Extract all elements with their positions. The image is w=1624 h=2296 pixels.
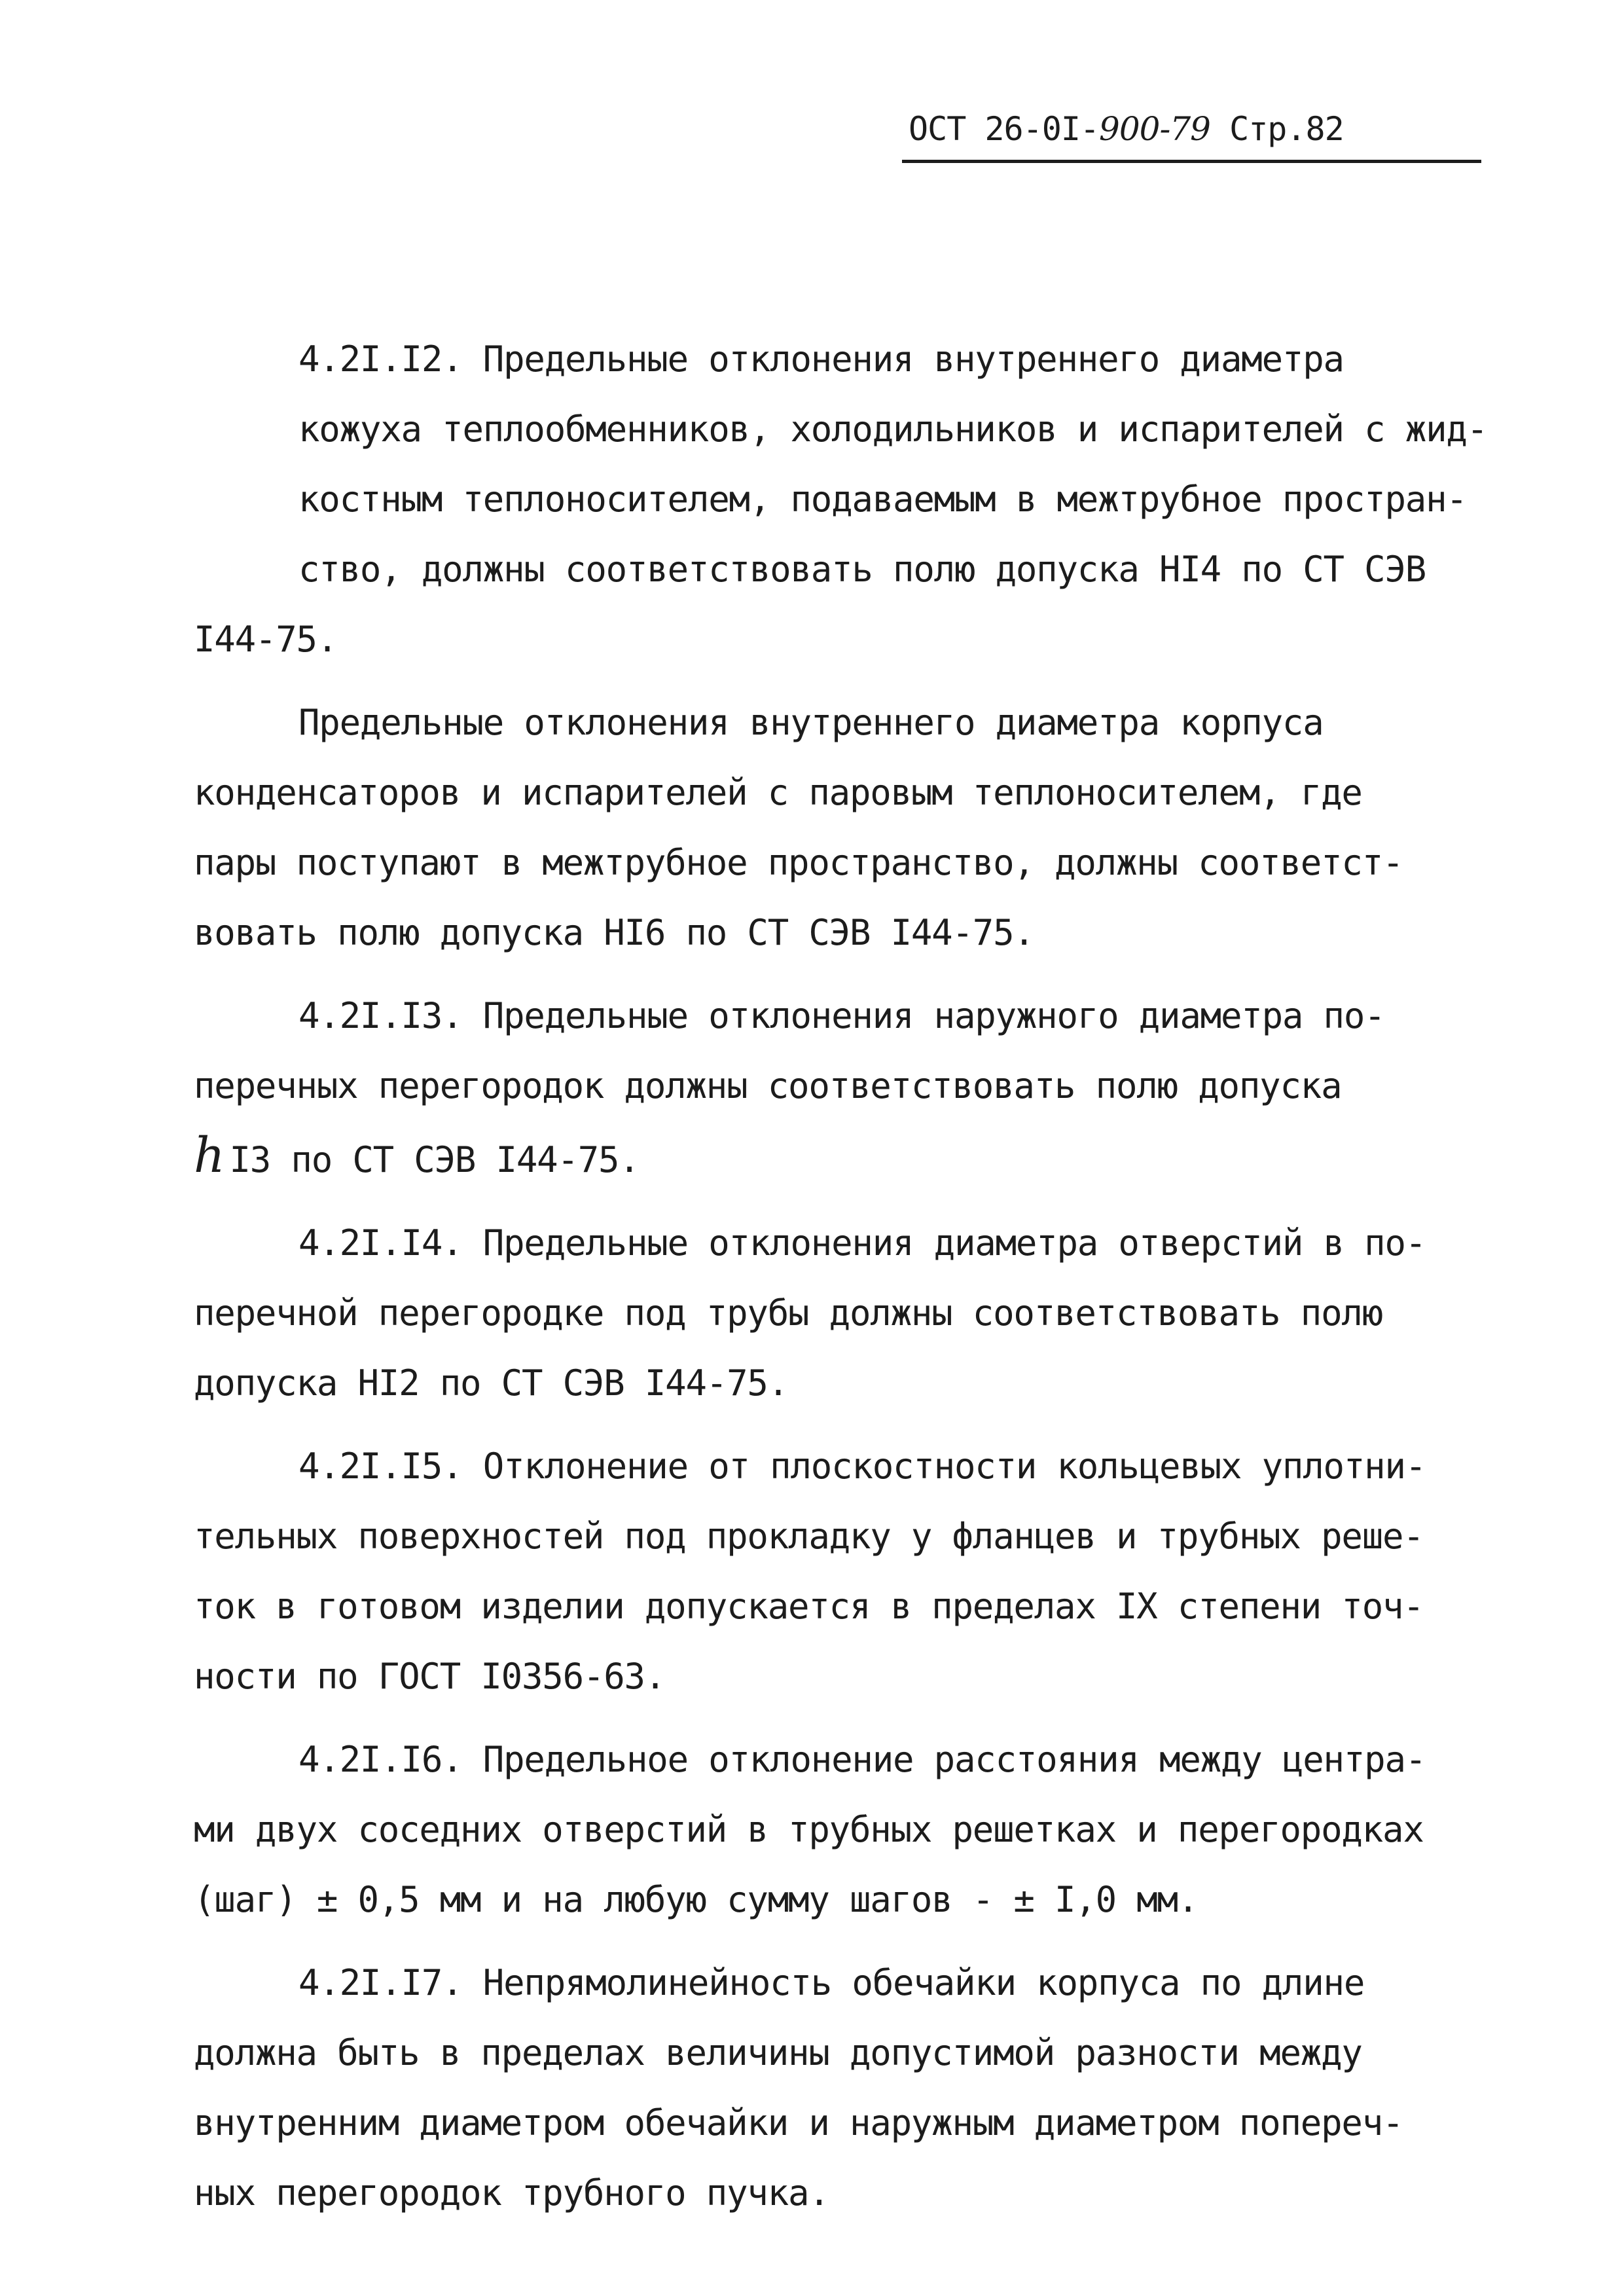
doc-number-handwritten: 900-79	[1099, 110, 1210, 148]
text-line: ток в готовом изделии допускается в пределах IX степени точ-	[194, 1586, 1424, 1627]
text-line: перечных перегородок должны соответствовать полю допуска	[194, 1065, 1342, 1106]
document-designation	[909, 110, 1344, 148]
page-header	[909, 110, 1485, 162]
text-line: ство, должны соответствовать полю допуска HI4 по СТ СЭВ	[298, 549, 1426, 590]
text-line: 4.2I.I6. Предельное отклонение расстояния между центра-	[298, 1739, 1426, 1780]
text-line: I44-75.	[194, 619, 338, 660]
text-line: ми двух соседних отверстий в трубных решетках и перегородках	[194, 1809, 1424, 1850]
text-line: 4.2I.I5. Отклонение от плоскостности кольцевых уплотни-	[298, 1446, 1426, 1487]
text-line: допуска HI2 по СТ СЭВ I44-75.	[194, 1362, 789, 1404]
text-line: костным теплоносителем, подаваемым в межтрубное простран-	[298, 479, 1467, 520]
document-body	[194, 324, 1488, 2241]
text-line: тельных поверхностей под прокладку у фланцев и трубных реше-	[194, 1516, 1424, 1557]
text-line: вовать полю допуска HI6 по СТ СЭВ I44-75.	[194, 912, 1034, 953]
text-line: конденсаторов и испарителей с паровым теплоносителем, где	[194, 772, 1362, 813]
paragraph-4-21-15	[194, 1431, 1477, 1711]
text-line-with-handwritten-h	[89, 1121, 1477, 1195]
text-line: I3 по СТ СЭВ I44-75.	[229, 1139, 640, 1180]
text-line: внутренним диаметром обечайки и наружным диаметром попереч-	[194, 2102, 1403, 2143]
text-line: должна быть в пределах величины допустимой разности между	[194, 2032, 1362, 2073]
text-line: перечной перегородке под трубы должны соответствовать полю	[194, 1292, 1383, 1334]
paragraph-4-21-16	[194, 1724, 1477, 1935]
text-line: кожуха теплообменников, холодильников и испарителей с жид-	[298, 409, 1488, 450]
text-line: Предельные отклонения внутреннего диаметра корпуса	[298, 702, 1324, 743]
text-line: 4.2I.I2. Предельные отклонения внутреннего диаметра	[298, 338, 1344, 380]
text-line: пары поступают в межтрубное пространство, должны соответст-	[194, 842, 1403, 883]
text-line: ности по ГОСТ I0356-63.	[194, 1656, 666, 1697]
paragraph-4-21-14	[194, 1208, 1477, 1418]
text-line: 4.2I.I7. Непрямолинейность обечайки корпуса по длине	[298, 1962, 1365, 2003]
page-label: Стр.	[1229, 110, 1306, 148]
paragraph-4-21-13	[194, 981, 1477, 1195]
doc-number-prefix: ОСТ 26-0I-	[909, 110, 1100, 148]
text-line: (шаг) ± 0,5 мм и на любую сумму шагов - ± I,0 мм.	[194, 1879, 1199, 1920]
text-line: 4.2I.I4. Предельные отклонения диаметра отверстий в по-	[298, 1222, 1426, 1264]
handwritten-letter-h: h	[194, 1127, 225, 1184]
text-line: ных перегородок трубного пучка.	[194, 2172, 829, 2214]
paragraph-condensers	[194, 687, 1477, 968]
paragraph-4-21-17	[194, 1948, 1477, 2228]
page-number: 82	[1305, 110, 1344, 148]
text-line: 4.2I.I3. Предельные отклонения наружного диаметра по-	[298, 995, 1385, 1036]
paragraph-4-21-12	[194, 324, 1488, 674]
header-underline	[902, 160, 1481, 163]
